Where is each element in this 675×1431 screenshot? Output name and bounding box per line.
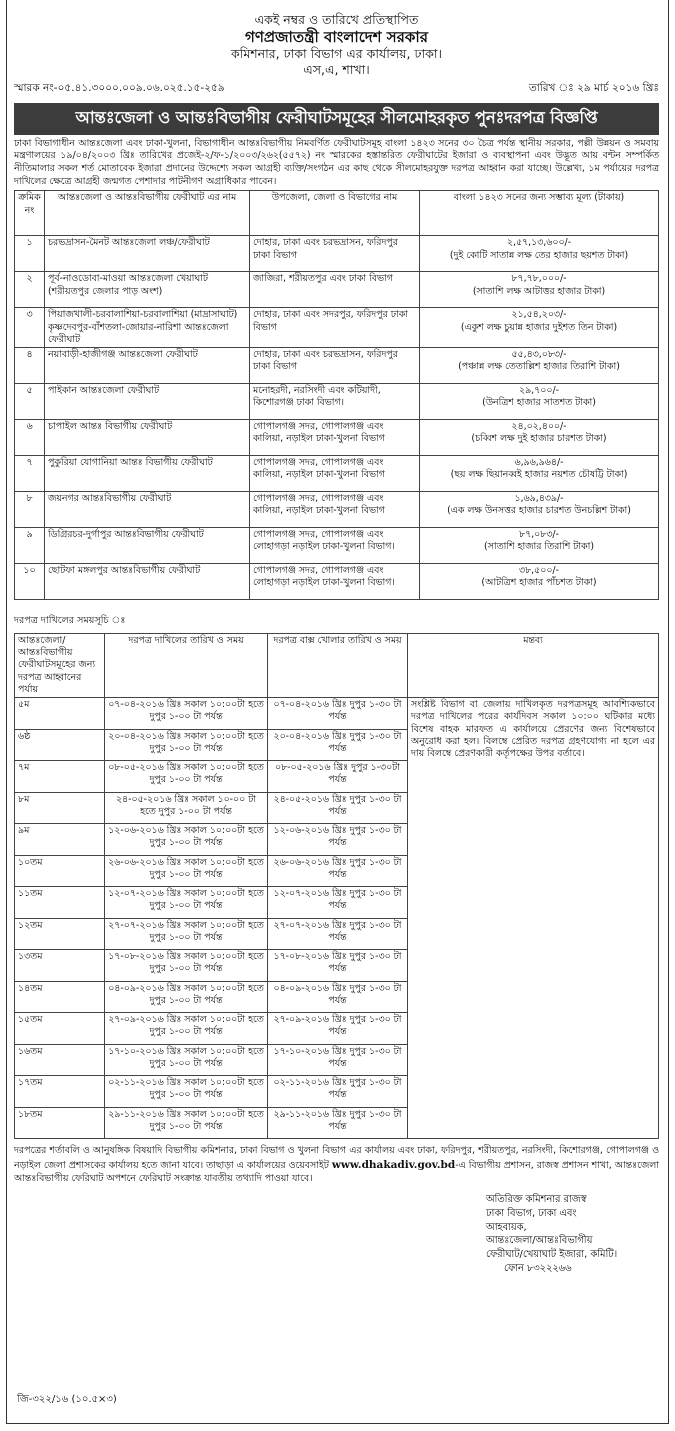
ferry-price-words: (দুই কোটি সাতান্ন লক্ষ তের হাজার ছয়শত টাকা)	[449, 249, 629, 261]
schedule-submit: ১৭-০৮-২০১৬ খ্রিঃ সকাল ১০:০০টা হতে দুপুর ১-০০ টা পর্যন্ত	[105, 950, 268, 982]
schedule-submit: ২৬-০৬-২০১৬ খ্রিঃ সকাল ১০:০০টা হতে দুপুর ১-০০ টা পর্যন্ত	[105, 855, 268, 887]
replacement-note: একই নম্বর ও তারিখে প্রতিস্থাপিত	[254, 12, 419, 27]
ferry-serial: ৮	[15, 492, 45, 528]
section-name: এস,এ, শাখা।	[303, 62, 370, 77]
ferry-row	[15, 308, 659, 348]
schedule-table-header	[15, 634, 659, 698]
schedule-open: ১৭-১০-২০১৬ খ্রিঃ দুপুর ১-৩০ টা পর্যন্ত	[268, 1044, 408, 1076]
ferry-location: গোপালগঞ্জ সদর, গোপালগঞ্জ এবং লোহাগড়া নড়াইল ঢাকা-খুলনা বিভাগ।	[250, 564, 420, 600]
schedule-open: ১৭-০৮-২০১৬ খ্রিঃ দুপুর ১-৩০ টা পর্যন্ত	[268, 950, 408, 982]
reference-row	[14, 81, 659, 98]
ferry-serial: ৫	[15, 384, 45, 420]
ferry-name: পাইকান আন্তঃজেলা ফেরীঘাট	[45, 384, 250, 420]
ferry-location: দোহার, ঢাকা এবং সদরপুর, ফরিদপুর ঢাকা বিভাগ	[250, 308, 420, 348]
ferry-name: ডিগ্রিরচর-দুর্গাপুর আন্তঃবিভাগীয় ফেরীঘাট	[45, 528, 250, 564]
ferry-location: মনোহরদী, নরসিংদী এবং কটিয়াদী, কিশোরগঞ্জ ঢাকা বিভাগ।	[250, 384, 420, 420]
schedule-submit: ২৭-০৯-২০১৬ খ্রিঃ সকাল ১০:০০টা হতে দুপুর ১-০০ টা পর্যন্ত	[105, 1013, 268, 1045]
schedule-open: ০২-১১-২০১৬ খ্রিঃ দুপুর ১-৩০ টা পর্যন্ত	[268, 1076, 408, 1108]
schedule-submit: ২৭-০৭-২০১৬ খ্রিঃ সকাল ১০:০০টা হতে দুপুর ১-০০ টা পর্যন্ত	[105, 918, 268, 950]
ferry-price-words: (ছয় লক্ষ ছিয়ানব্বই হাজার নয়শত চৌষট্টি টাকা)	[450, 469, 628, 481]
ferry-price: ২,৫৭,১৩,৬০০/-	[506, 237, 572, 249]
ferry-price-words: (পঞ্চান্ন লক্ষ তেতাল্লিশ হাজার তিরাশি টাকা)	[458, 361, 620, 373]
schedule-phase: ১২তম	[15, 918, 105, 950]
schedule-submit: ০৮-০৫-২০১৬ খ্রিঃ সকাল ১০:০০টা হতে দুপুর ১-০০ টা পর্যন্ত	[105, 761, 268, 793]
ferry-row	[15, 384, 659, 420]
ferry-table-header	[15, 191, 659, 236]
sig-line: ফেরীঘাট/খেয়াঘাট ইজারা, কমিটি।	[486, 1249, 618, 1260]
schedule-phase: ৮ম	[15, 792, 105, 824]
schedule-submit: ২৯-১১-২০১৬ খ্রিঃ সকাল ১০:০০টা হতে দুপুর ১-০০ টা পর্যন্ত	[105, 1107, 268, 1139]
ferry-price: ২৯,৭০০/-	[519, 385, 559, 397]
ferry-serial: ৪	[15, 348, 45, 384]
sig-line: অতিরিক্ত কমিশনার রাজস্ব	[486, 1194, 587, 1206]
sig-line: আহবায়ক,	[486, 1221, 527, 1233]
sig-line: আন্তঃজেলা/আন্তঃবিভাগীয়	[486, 1235, 593, 1247]
ferry-name: নয়াবাড়ী-হাজীগঞ্জ আন্তঃজেলা ফেরীঘাট	[45, 348, 250, 384]
memo-number: স্মারক নং-০৫.৪১.৩০০০.০০৯.০৬.০২৫.১৫-২৫৯	[14, 81, 225, 94]
ferry-serial: ৩	[15, 308, 45, 348]
ferry-serial: ১	[15, 236, 45, 272]
ferry-name: চরভদ্রাসন-মৈনট আন্তঃজেলা লঞ্চ/ফেরীঘাট	[45, 236, 250, 272]
ferry-location: গোপালগঞ্জ সদর, গোপালগঞ্জ এবং লোহাগড়া নড়াইল ঢাকা-খুলনা বিভাগ।	[250, 528, 420, 564]
schedule-submit: ১২-০৭-২০১৬ খ্রিঃ সকাল ১০:০০টা হতে দুপুর ১-০০ টা পর্যন্ত	[105, 887, 268, 919]
ferry-price-words: (আটত্রিশ হাজার পাঁচশত টাকা)	[481, 577, 597, 589]
ferry-serial: ৬	[15, 420, 45, 456]
schedule-open: ১২-০৬-২০১৬ খ্রিঃ দুপুর ১-৩০ টা পর্যন্ত	[268, 824, 408, 856]
ferry-price-cell	[420, 492, 659, 528]
ferry-row	[15, 236, 659, 272]
ferry-location: জাজিরা, শরীয়তপুর এবং ঢাকা বিভাগ	[250, 272, 420, 308]
footer-text-b: -এ বিভাগীয় প্রশাসন, রাজস্ব প্রশাসন শাখা, আন্তঃজেলা আন্তঃবিভাগীয় ফেরিঘাট অপশনে ফেরিঘাট সংক্রান্ত যাবতীয় তথ্যাদি পাওয়া যাবে।	[14, 1159, 659, 1184]
schedule-remark: সংশ্লিষ্ট বিভাগ বা জেলায় দাখিলকৃত দরপত্রসমূহ আবশ্যিকভাবে দরপত্র দাখিলের পরের কার্যদিবস সকাল ১০:০০ ঘটিকার মধ্যে বিশেষ বাহক মারফত এ কার্যালয়ে প্রেরণের জন্য বিশেষভাবে অনুরোধ করা হল। বিলম্বে প্রেরিত দরপত্র গ্রহণযোগ্য না হলে এর দায় বিলম্বে প্রেরণকারী কর্তৃপক্ষের উপর বর্তাবে।	[408, 698, 659, 1139]
schedule-row	[15, 698, 659, 730]
ferry-location: দোহার, ঢাকা এবং চরভদ্রাসন, ফরিদপুর ঢাকা বিভাগ	[250, 348, 420, 384]
ferry-price-cell	[420, 272, 659, 308]
office-name: কমিশনার, ঢাকা বিভাগ এর কার্যালয়, ঢাকা।	[231, 46, 442, 62]
ferry-price-cell	[420, 528, 659, 564]
schedule-phase: ১৬তম	[15, 1044, 105, 1076]
ferry-price-words: (উনত্রিশ হাজার সাতশত টাকা)	[482, 397, 596, 409]
ferry-location: গোপালগঞ্জ সদর, গোপালগঞ্জ এবং কালিয়া, নড়াইল ঢাকা-খুলনা বিভাগ	[250, 456, 420, 492]
ferry-price-cell	[420, 348, 659, 384]
footer-paragraph	[14, 1145, 659, 1185]
schedule-phase: ৭ম	[15, 761, 105, 793]
ferry-location: দোহার, ঢাকা এবং চরভদ্রাসন, ফরিদপুর ঢাকা বিভাগ	[250, 236, 420, 272]
sig-line: ঢাকা বিভাগ, ঢাকা এবং	[486, 1207, 577, 1219]
ferry-price: ৫৫,৪৩,০৮৩/-	[511, 349, 567, 361]
schedule-phase: ১৮তম	[15, 1107, 105, 1139]
ad-code: জি-৩২২/১৬ (১০.৫×৩)	[17, 1394, 117, 1405]
ferry-name: পিয়াজখালী-চরবালাশিয়া-চরবালাশিয়া (মাদ্রাসাঘাট) কৃষ্ণদেবপুর-বাঁশতলা-জোয়ার-নারিশা আন্তঃজেলা ফেরীঘাট	[45, 308, 250, 348]
ferry-price-cell	[420, 308, 659, 348]
schedule-submit: ০২-১১-২০১৬ খ্রিঃ সকাল ১০:০০টা হতে দুপুর ১-০০ টা পর্যন্ত	[105, 1076, 268, 1108]
notice-title: আন্তঃজেলা ও আন্তঃবিভাগীয় ফেরীঘাটসমূহের সীলমোহরকৃত পুনঃদরপত্র বিজ্ঞপ্তি	[14, 103, 659, 135]
ferry-price: ৬,৯৬,৯৬৪/-	[514, 457, 564, 469]
schedule-open: ০৮-০৫-২০১৬ খ্রিঃ দুপুর ১-৩০টা পর্যন্ত	[268, 761, 408, 793]
ferry-row	[15, 456, 659, 492]
schedule-phase: ১৩তম	[15, 950, 105, 982]
schedule-submit: ০৪-০৯-২০১৬ খ্রিঃ সকাল ১০:০০টা হতে দুপুর ১-০০ টা পর্যন্ত	[105, 981, 268, 1013]
ferry-row	[15, 528, 659, 564]
schedule-open: ২০-০৪-২০১৬ খ্রিঃ দুপুর ১-৩০ টা পর্যন্ত	[268, 729, 408, 761]
memo-date: তারিখ ঃ ২৯ মার্চ ২০১৬ খ্রিঃ	[528, 81, 659, 94]
sig-phone: ফোন ৮৩২২২৬৬	[504, 1262, 572, 1274]
schedule-phase: ১৭তম	[15, 1076, 105, 1108]
signature-block	[486, 1193, 656, 1275]
intro-paragraph: ঢাকা বিভাগাধীন আন্তঃজেলা এবং ঢাকা-খুলনা, বিভাগাধীন আন্তঃবিভাগীয় নিমবর্ণিত ফেরীঘাটসমূহ বাংলা ১৪২৩ সনের ৩০ চৈত্র পর্যন্ত স্থানীয় সরকার, পল্লী উন্নয়ন ও সমবায় মন্ত্রণালয়ের ১৯/০৪/২০০৩ খ্রিঃ তারিখের প্রজেই-২/ফ-১/২০০৩/২৬২(৫৫৭২) নং স্মারকের হস্তান্তরিত ফেরীঘাটের ইজারা ও ব্যবস্থাপনা এবং উদ্ভূত আয় বন্টন সম্পর্কিত নীতিমালার সকল শর্ত মোতাবেক ইজারা প্রদানের উদ্দেশ্যে সকল আগ্রহী ব্যক্তি/সংগঠন এর কাছ থেকে সীলমোহরযুক্ত দরপত্র আহ্বান করা যাচ্ছে। উল্লেখ্য, ১ম পর্যায়ের দরপত্র দাখিলের ক্ষেত্রে আগ্রহী জন্মগত পেশাদার পাটনীগণ অগ্রাধিকার পাবেন।	[14, 137, 659, 187]
ferry-price-cell	[420, 236, 659, 272]
ferry-name: জয়নগর আন্তঃবিভাগীয় ফেরীঘাট	[45, 492, 250, 528]
schedule-submit: ১৭-১০-২০১৬ খ্রিঃ সকাল ১০:০০টা হতে দুপুর ১-০০ টা পর্যন্ত	[105, 1044, 268, 1076]
ferry-name: চাপাইল আন্তঃ বিভাগীয় ফেরীঘাট	[45, 420, 250, 456]
ferry-location: গোপালগঞ্জ সদর, গোপালগঞ্জ এবং কালিয়া, নড়াইল ঢাকা-খুলনা বিভাগ	[250, 420, 420, 456]
ferry-serial: ২	[15, 272, 45, 308]
schedule-open: ২৯-১১-২০১৬ খ্রিঃ দুপুর ১-৩০ টা পর্যন্ত	[268, 1107, 408, 1139]
ferry-row	[15, 272, 659, 308]
ferry-price-words: (চব্বিশ লক্ষ দুই হাজার চারশত টাকা)	[471, 433, 607, 445]
ferry-row	[15, 420, 659, 456]
schedule-open: ২৬-০৬-২০১৬ খ্রিঃ দুপুর ১-৩০ টা পর্যন্ত	[268, 855, 408, 887]
schedule-submit: ০৭-০৪-২০১৬ খ্রিঃ সকাল ১০:০০টা হতে দুপুর ১-০০ টা পর্যন্ত	[105, 698, 268, 730]
schedule-phase: ৯ম	[15, 824, 105, 856]
col-submit: দরপত্র দাখিলের তারিখ ও সময়	[105, 634, 268, 698]
ferry-location: গোপালগঞ্জ সদর, গোপালগঞ্জ এবং কালিয়া, নড়াইল ঢাকা-খুলনা বিভাগ	[250, 492, 420, 528]
letterhead	[14, 12, 659, 78]
government-name: গণপ্রজাতন্ত্রী বাংলাদেশ সরকার	[245, 27, 428, 46]
schedule-open: ০৭-০৪-২০১৬ খ্রিঃ দুপুর ১-৩০ টা পর্যন্ত	[268, 698, 408, 730]
ferry-serial: ৭	[15, 456, 45, 492]
ferry-name: পুকুরিয়া যোগানিয়া আন্তঃ বিভাগীয় ফেরীঘাট	[45, 456, 250, 492]
col-ferry-name: আন্তঃজেলা ও আন্তঃবিভাগীয় ফেরীঘাট এর নাম	[45, 191, 250, 236]
ferry-price: ৮৭,৭৮,০০০/-	[511, 273, 567, 285]
ferry-price-words: (একুশ লক্ষ চুয়ান্ন হাজার দুইশত তিন টাকা)	[460, 321, 618, 333]
schedule-phase: ১০তম	[15, 855, 105, 887]
schedule-phase: ১৫তম	[15, 1013, 105, 1045]
col-price: বাংলা ১৪২৩ সনের জন্য সম্ভাব্য মূল্য (টাকায়)	[420, 191, 659, 236]
footer-text-a: দরপত্রের শর্তাবলি ও আনুষঙ্গিক বিষয়াদি বিভাগীয় কমিশনার, ঢাকা বিভাগ ও খুলনা বিভাগ এর কার্যালয় এবং ঢাকা, ফরিদপুর, শরীয়তপুর, নরসিংদী, কিশোরগঞ্জ, গোপালগঞ্জ ও নড়াইল জেলা প্রশাসকের কার্যালয় হতে জানা যাবে। তাছাড়া এ কার্যালয়ের ওয়েবসাইট	[14, 1145, 659, 1171]
ferry-price-cell	[420, 420, 659, 456]
ferry-price: ২১,৫৪,২০৩/-	[511, 309, 567, 321]
col-remark: মন্তব্য	[408, 634, 659, 698]
col-location: উপজেলা, জেলা ও বিভাগের নাম	[250, 191, 420, 236]
schedule-phase: ১১তম	[15, 887, 105, 919]
schedule-open: ২৪-০৫-২০১৬ খ্রিঃ দুপুর ১-৩০ টা পর্যন্ত	[268, 792, 408, 824]
notice-page	[6, 0, 669, 1424]
ferry-price-words: (সাতাশি লক্ষ আটাত্তর হাজার টাকা)	[472, 285, 606, 297]
col-phase: আন্তঃজেলা/আন্তঃবিভাগীয় ফেরীঘাটসমূহের জন্য দরপত্র আহ্বানের পর্যায়	[15, 634, 105, 698]
schedule-submit: ১২-০৬-২০১৬ খ্রিঃ সকাল ১০:০০টা হতে দুপুর ১-০০ টা পর্যন্ত	[105, 824, 268, 856]
ferry-price-cell	[420, 456, 659, 492]
ferry-price: ৩৮,৫০০/-	[519, 565, 559, 577]
ferry-price: ৮৭,০৮৩/-	[519, 529, 559, 541]
ferry-row	[15, 564, 659, 600]
ferry-price-cell	[420, 384, 659, 420]
ferry-serial: ৯	[15, 528, 45, 564]
ferry-name: পূর্ব-নাওডোবা-মাওয়া আন্তঃজেলা খেয়াঘাট (শরীয়তপুর জেলার পাড় অংশ)	[45, 272, 250, 308]
col-serial: ক্রমিক নং	[15, 191, 45, 236]
col-open: দরপত্র বাক্স খোলার তারিখ ও সময়	[268, 634, 408, 698]
ferry-price: ২৪,০২,৪০০/-	[511, 421, 567, 433]
schedule-phase: ৫ম	[15, 698, 105, 730]
schedule-title: দরপত্র দাখিলের সময়সূচি ঃ	[14, 615, 126, 627]
schedule-submit: ২৪-০৫-২০১৬ খ্রিঃ সকাল ১০-০০ টা হতে দুপুর ১-০০ টা পর্যন্ত	[105, 792, 268, 824]
schedule-submit: ২০-০৪-২০১৬ খ্রিঃ সকাল ১০:০০টা হতে দুপুর ১-০০ টা পর্যন্ত	[105, 729, 268, 761]
schedule-phase: ১৪তম	[15, 981, 105, 1013]
ferry-price-cell	[420, 564, 659, 600]
schedule-open: ১২-০৭-২০১৬ খ্রিঃ দুপুর ১-৩০ টা পর্যন্ত	[268, 887, 408, 919]
website-link[interactable]: www.dhakadiv.gov.bd	[331, 1158, 456, 1171]
ferry-name: ছোটফা মঙ্গলপুর আন্তঃবিভাগীয় ফেরীঘাট	[45, 564, 250, 600]
ferry-row	[15, 348, 659, 384]
schedule-table	[14, 633, 659, 1139]
schedule-open: ২৭-০৭-২০১৬ খ্রিঃ দুপুর ১-৩০ টা পর্যন্ত	[268, 918, 408, 950]
schedule-open: ০৪-০৯-২০১৬ খ্রিঃ দুপুর ১-৩০ টা পর্যন্ত	[268, 981, 408, 1013]
ferry-price-words: (এক লক্ষ উনসত্তর হাজার চারশত উনচল্লিশ টাকা)	[447, 505, 631, 517]
schedule-open: ২৭-০৯-২০১৬ খ্রিঃ দুপুর ১-৩০ টা পর্যন্ত	[268, 1013, 408, 1045]
schedule-phase: ৬ষ্ঠ	[15, 729, 105, 761]
ferry-table	[14, 190, 659, 600]
ferry-price-words: (সাতাশি হাজার তিরাশি টাকা)	[484, 541, 594, 553]
ferry-serial: ১০	[15, 564, 45, 600]
ferry-price: ১,৬৯,৪৩৯/-	[514, 493, 564, 505]
ferry-row	[15, 492, 659, 528]
